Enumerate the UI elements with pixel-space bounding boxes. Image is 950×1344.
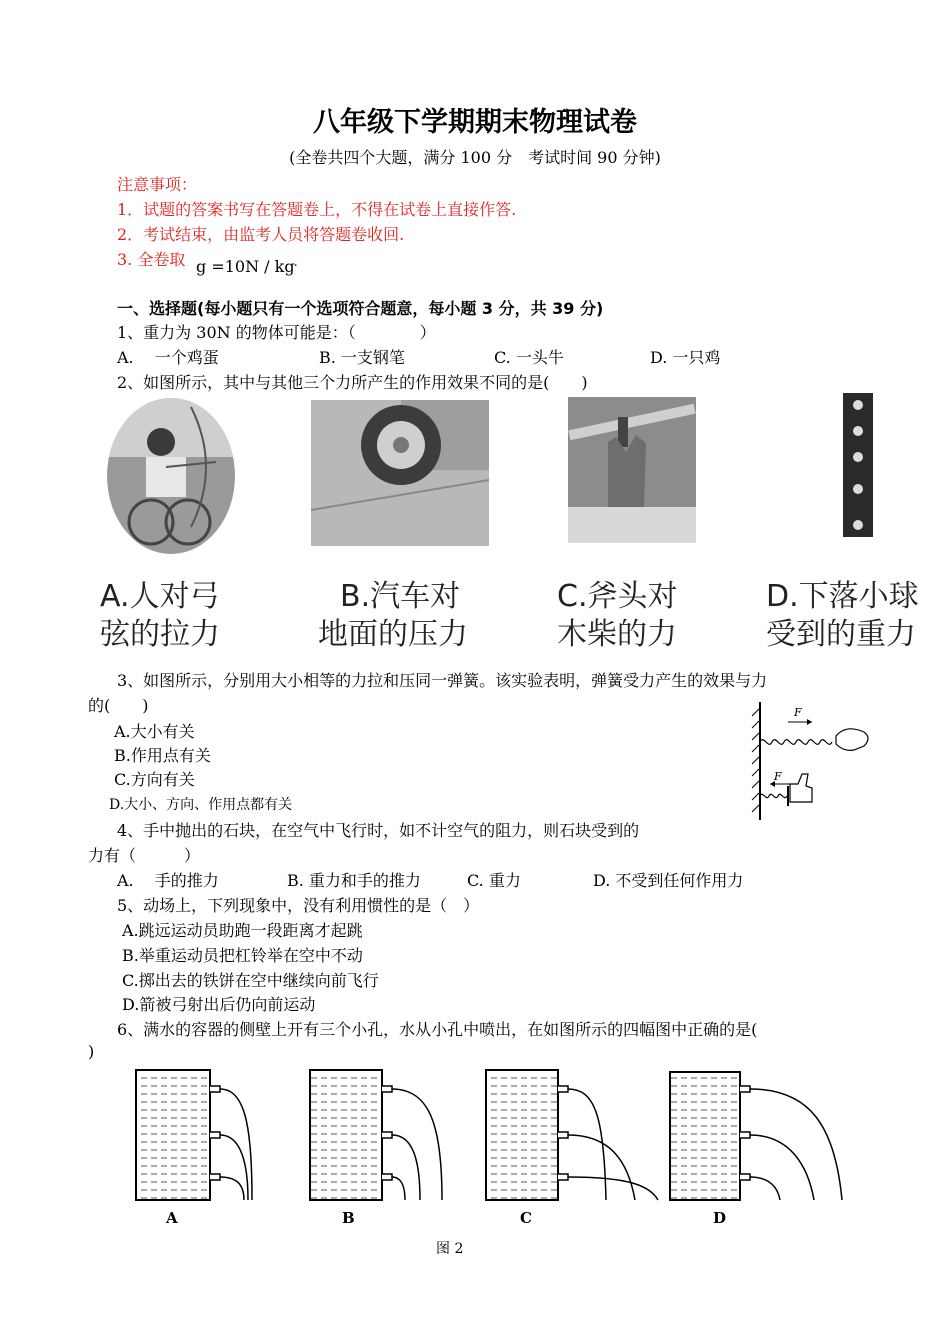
formula-period: .: [293, 251, 299, 270]
q5-option-c: C.掷出去的铁饼在空中继续向前飞行: [122, 971, 379, 990]
notice-item-3: 3. 全卷取: [117, 250, 186, 269]
q3-stem-line1: 3、如图所示，分别用大小相等的力拉和压同一弹簧。该实验表明，弹簧受力产生的效果与力: [117, 671, 768, 690]
section-heading: 一、选择题(每小题只有一个选项符合题意，每小题 3 分，共 39 分): [117, 299, 604, 318]
q3-stem-line2: 的( ): [88, 696, 149, 715]
q2-image-archer: [106, 397, 236, 555]
q3-option-a: A.大小有关: [114, 722, 195, 741]
q5-option-d: D.箭被弓射出后仍向前运动: [122, 995, 316, 1014]
q5-stem: 5、动场上，下列现象中，没有利用惯性的是（ ）: [117, 896, 480, 915]
q6-label-a: A: [166, 1209, 178, 1227]
q6-label-d: D: [713, 1209, 727, 1227]
notice-item-2: 2．考试结束，由监考人员将答题卷收回.: [117, 225, 405, 244]
q2-label-c: C.斧头对 木柴的力: [557, 579, 678, 652]
q4-stem-line1: 4、手中抛出的石块，在空气中飞行时，如不计空气的阻力，则石块受到的: [117, 821, 640, 840]
notice-heading: 注意事项：: [117, 175, 198, 194]
q2-label-b: B.汽车对 地面的压力: [318, 579, 468, 652]
page-title: 八年级下学期期末物理试卷: [313, 107, 637, 138]
q4-stem-line2: 力有（ ）: [88, 846, 201, 865]
q1-option-a: A. 一个鸡蛋: [117, 348, 219, 367]
figure-caption: 图 2: [436, 1241, 464, 1257]
q6-container-figure: [130, 1066, 850, 1236]
q6-stem-line1: 6、满水的容器的侧壁上开有三个小孔，水从小孔中喷出，在如图所示的四幅图中正确的是(: [117, 1020, 758, 1039]
q2-image-car-tire: [311, 400, 489, 546]
q3-option-d: D.大小、方向、作用点都有关: [109, 797, 293, 813]
q3-spring-figure: [748, 700, 878, 822]
q2-image-axe-wood: [568, 397, 696, 543]
page-subtitle: (全卷共四个大题，满分 100 分 考试时间 90 分钟): [289, 148, 661, 167]
q1-option-d: D. 一只鸡: [650, 348, 721, 367]
q3-option-c: C.方向有关: [114, 770, 195, 789]
q4-option-c: C. 重力: [467, 871, 521, 890]
q2-label-d: D.下落小球 受到的重力: [766, 579, 919, 652]
q2-stem: 2、如图所示，其中与其他三个力所产生的作用效果不同的是( ): [117, 373, 588, 392]
q3-force-label-2: F: [774, 770, 782, 783]
q6-label-b: B: [342, 1209, 355, 1227]
q4-option-b: B. 重力和手的推力: [287, 871, 421, 890]
q4-option-d: D. 不受到任何作用力: [593, 871, 744, 890]
q4-option-a: A. 手的推力: [117, 871, 219, 890]
q3-force-label-1: F: [794, 706, 802, 719]
q3-option-b: B.作用点有关: [114, 746, 211, 765]
q1-stem: 1、重力为 30N 的物体可能是：（ ）: [117, 323, 436, 342]
q1-option-c: C. 一头牛: [494, 348, 564, 367]
q1-option-b: B. 一支钢笔: [319, 348, 405, 367]
q2-image-falling-ball: [843, 393, 873, 537]
q6-label-c: C: [520, 1209, 532, 1227]
container-d: [670, 1072, 842, 1200]
container-c: [486, 1070, 658, 1200]
q2-label-a: A.人对弓 弦的拉力: [100, 579, 220, 652]
notice-item-1: 1．试题的答案书写在答题卷上，不得在试卷上直接作答.: [117, 200, 517, 219]
container-a: [136, 1070, 252, 1200]
q5-option-a: A.跳远运动员助跑一段距离才起跳: [122, 921, 363, 940]
container-b: [310, 1070, 442, 1200]
q5-option-b: B.举重运动员把杠铃举在空中不动: [122, 946, 363, 965]
q6-stem-line2: ): [88, 1042, 95, 1061]
gravity-formula: g =10N / kg: [196, 257, 295, 276]
